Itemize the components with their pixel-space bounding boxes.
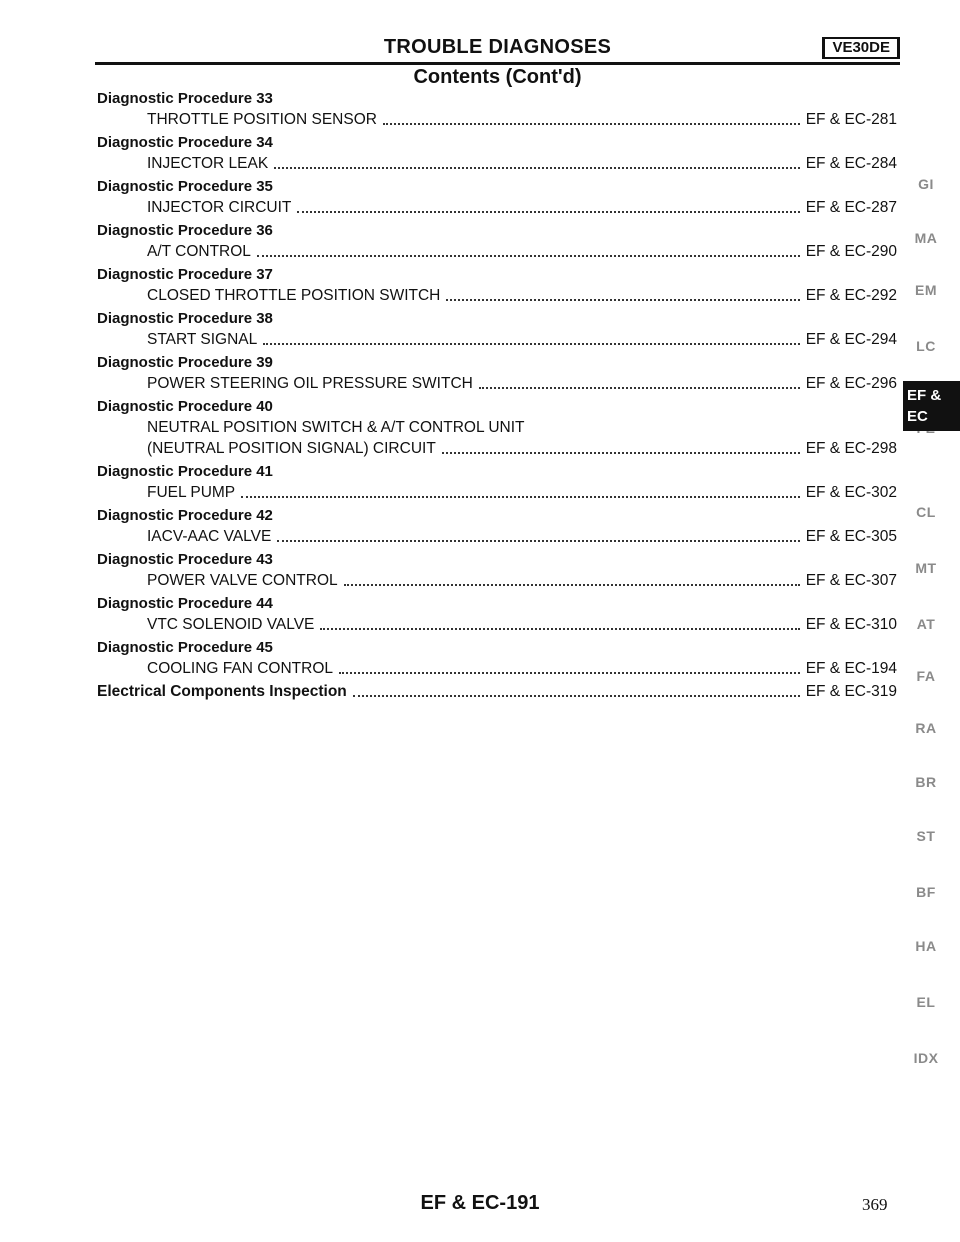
toc-entry-title: NEUTRAL POSITION SWITCH & A/T CONTROL UNIT xyxy=(147,419,525,436)
section-tabs xyxy=(900,168,960,1088)
toc-entry-heading: Diagnostic Procedure 36 xyxy=(97,222,273,239)
section-tab-at[interactable]: AT xyxy=(916,616,936,632)
toc-entry xyxy=(97,132,897,174)
toc-entry-heading: Diagnostic Procedure 40 xyxy=(97,398,273,415)
section-tab-ma[interactable]: MA xyxy=(914,230,938,246)
header-rule xyxy=(95,62,900,65)
section-tab-bf[interactable]: BF xyxy=(916,884,936,900)
section-tab-cl[interactable]: CL xyxy=(916,504,936,520)
dot-leader xyxy=(446,285,799,301)
toc-entry xyxy=(97,549,897,591)
dot-leader xyxy=(344,570,800,586)
toc-entry xyxy=(97,220,897,262)
section-tab-fa[interactable]: FA xyxy=(916,668,936,684)
toc-entry-line[interactable] xyxy=(97,570,897,591)
toc-entry-title: (NEUTRAL POSITION SIGNAL) CIRCUIT xyxy=(147,440,436,457)
toc-entry-heading: Diagnostic Procedure 37 xyxy=(97,266,273,283)
toc-entry-heading: Diagnostic Procedure 38 xyxy=(97,310,273,327)
dot-leader xyxy=(241,482,800,498)
toc-entry-title: START SIGNAL xyxy=(147,331,258,348)
toc-entry xyxy=(97,637,897,679)
section-page-code: EF & EC-191 xyxy=(420,1192,540,1214)
toc-entry-line[interactable] xyxy=(97,153,897,174)
toc-entry-line[interactable] xyxy=(97,438,897,459)
section-tab-st[interactable]: ST xyxy=(916,828,936,844)
toc-entry xyxy=(97,681,897,702)
toc-entry-page-ref: EF & EC-302 xyxy=(805,484,897,501)
toc-entry-title: INJECTOR CIRCUIT xyxy=(147,199,292,216)
section-tab-gi[interactable]: GI xyxy=(918,176,934,192)
toc-entry-title: A/T CONTROL xyxy=(147,243,251,260)
toc-entry-title: IACV-AAC VALVE xyxy=(147,528,272,545)
toc-entry-title: COOLING FAN CONTROL xyxy=(147,660,334,677)
toc-entry-title: POWER VALVE CONTROL xyxy=(147,572,338,589)
toc-entry-heading: Diagnostic Procedure 45 xyxy=(97,639,273,656)
toc-entry-heading: Diagnostic Procedure 41 xyxy=(97,463,273,480)
dot-leader xyxy=(353,681,800,697)
toc-entry-line[interactable] xyxy=(97,482,897,503)
toc-entry xyxy=(97,593,897,635)
section-tab-ha[interactable]: HA xyxy=(915,938,937,954)
toc-entry-page-ref: EF & EC-305 xyxy=(805,528,897,545)
section-tab-el[interactable]: EL xyxy=(916,994,936,1010)
toc-entry xyxy=(97,308,897,350)
section-tab-lc[interactable]: LC xyxy=(916,338,936,354)
toc-entry xyxy=(97,88,897,130)
toc-entry xyxy=(97,505,897,547)
toc-entry xyxy=(97,176,897,218)
dot-leader xyxy=(263,329,799,345)
toc-entry-heading: Diagnostic Procedure 33 xyxy=(97,90,273,107)
toc-entry-heading: Diagnostic Procedure 44 xyxy=(97,595,273,612)
toc-entry xyxy=(97,396,897,459)
dot-leader xyxy=(320,614,799,630)
toc-entry-page-ref: EF & EC-310 xyxy=(805,616,897,633)
toc-entry-page-ref: EF & EC-296 xyxy=(805,375,897,392)
toc-entry-heading: Diagnostic Procedure 35 xyxy=(97,178,273,195)
section-tab-em[interactable]: EM xyxy=(915,282,937,298)
dot-leader xyxy=(257,241,800,257)
toc-entry-line[interactable] xyxy=(97,417,897,438)
toc-entry xyxy=(97,264,897,306)
toc-entry-page-ref: EF & EC-298 xyxy=(805,440,897,457)
dot-leader xyxy=(277,526,799,542)
toc-entry-title: FUEL PUMP xyxy=(147,484,236,501)
toc-entry-page-ref: EF & EC-287 xyxy=(805,199,897,216)
toc-entry-heading: Diagnostic Procedure 34 xyxy=(97,134,273,151)
toc-entry-page-ref: EF & EC-294 xyxy=(805,331,897,348)
toc-entry-title: THROTTLE POSITION SENSOR xyxy=(147,111,377,128)
dot-leader xyxy=(383,109,800,125)
toc-entry-line[interactable] xyxy=(97,241,897,262)
toc-entry-heading: Diagnostic Procedure 39 xyxy=(97,354,273,371)
toc-entry-page-ref: EF & EC-281 xyxy=(805,111,897,128)
section-tab-br[interactable]: BR xyxy=(915,774,937,790)
toc-entry-line[interactable] xyxy=(97,526,897,547)
engine-badge: VE30DE xyxy=(822,37,900,59)
toc-entry-line[interactable] xyxy=(97,614,897,635)
toc-entry-line[interactable] xyxy=(97,109,897,130)
toc-entry xyxy=(97,461,897,503)
section-tab-mt[interactable]: MT xyxy=(915,560,937,576)
toc-entry-line[interactable] xyxy=(97,658,897,679)
dot-leader xyxy=(274,153,800,169)
toc-entry-page-ref: EF & EC-284 xyxy=(805,155,897,172)
toc-entry xyxy=(97,352,897,394)
toc-entry-title: INJECTOR LEAK xyxy=(147,155,269,172)
active-section-label[interactable]: EF & EC xyxy=(907,387,942,425)
table-of-contents xyxy=(97,88,897,704)
toc-entry-title: CLOSED THROTTLE POSITION SWITCH xyxy=(147,287,441,304)
dot-leader xyxy=(339,658,800,674)
toc-entry-line[interactable] xyxy=(97,329,897,350)
toc-entry-page-ref: EF & EC-290 xyxy=(805,243,897,260)
page-subtitle: Contents (Cont'd) xyxy=(413,66,582,88)
toc-entry-page-ref: EF & EC-307 xyxy=(805,572,897,589)
toc-entry-line[interactable] xyxy=(97,373,897,394)
toc-entry-page-ref: EF & EC-319 xyxy=(805,683,897,700)
toc-entry-page-ref: EF & EC-194 xyxy=(805,660,897,677)
toc-entry-title: VTC SOLENOID VALVE xyxy=(147,616,315,633)
page-header xyxy=(95,36,900,96)
dot-leader xyxy=(442,438,800,454)
page-number: 369 xyxy=(862,1195,888,1214)
toc-entry-line[interactable] xyxy=(97,285,897,306)
toc-entry-heading: Diagnostic Procedure 43 xyxy=(97,551,273,568)
toc-entry-page-ref: EF & EC-292 xyxy=(805,287,897,304)
page-title: TROUBLE DIAGNOSES xyxy=(383,36,612,58)
toc-entry-title: POWER STEERING OIL PRESSURE SWITCH xyxy=(147,375,473,392)
section-tab-ra[interactable]: RA xyxy=(915,720,937,736)
toc-entry-heading: Diagnostic Procedure 42 xyxy=(97,507,273,524)
toc-entry-line[interactable] xyxy=(97,681,897,702)
toc-entry-line[interactable] xyxy=(97,197,897,218)
section-tab-idx[interactable]: IDX xyxy=(913,1050,939,1066)
dot-leader xyxy=(479,373,800,389)
toc-entry-title: Electrical Components Inspection xyxy=(97,683,347,700)
dot-leader xyxy=(297,197,799,213)
